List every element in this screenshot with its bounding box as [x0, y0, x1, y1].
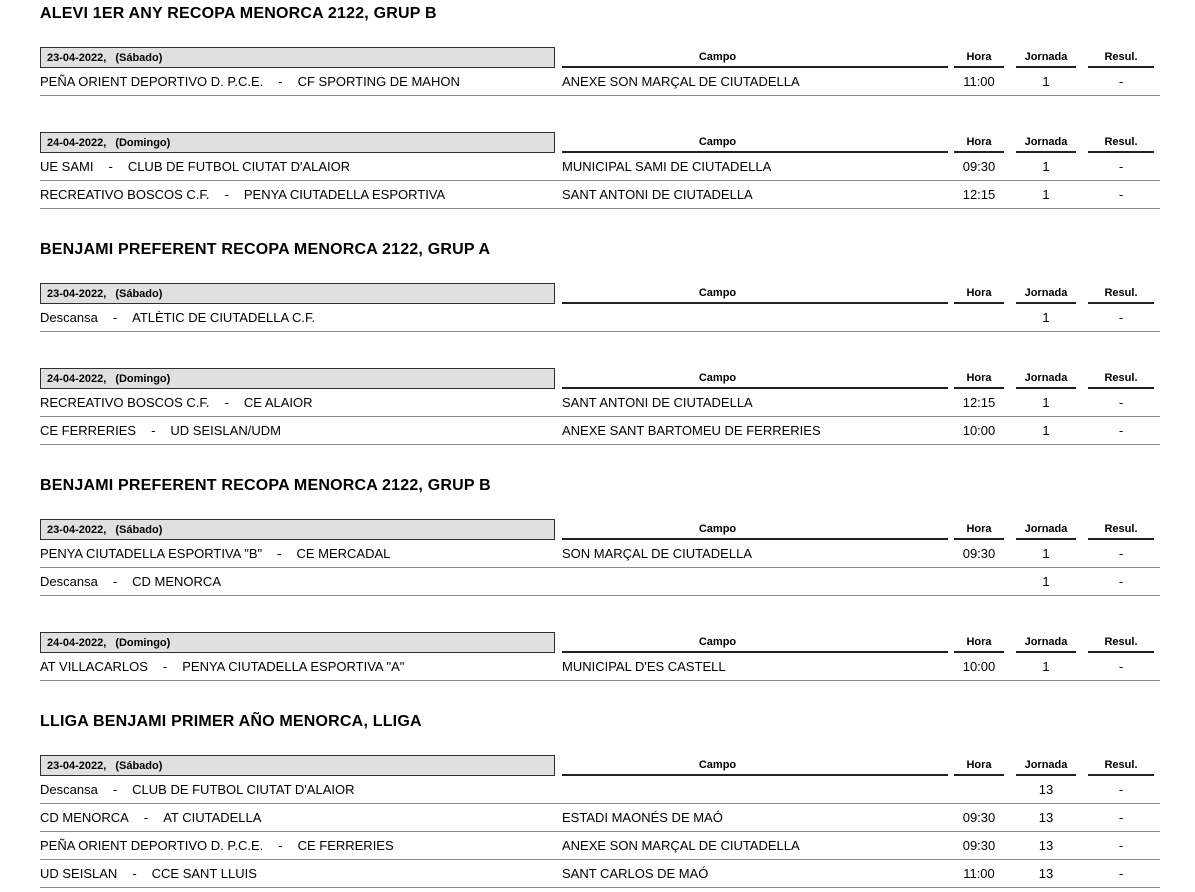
vs-dash: -: [112, 310, 118, 325]
jornada-cell: 13: [1038, 838, 1054, 853]
away-team: CE FERRERIES: [297, 838, 394, 853]
fixture-table: [40, 755, 1160, 888]
day-label: (Sábado): [115, 287, 163, 300]
fixture-row: [40, 153, 1160, 181]
league-section: [40, 477, 1160, 681]
home-team: PENYA CIUTADELLA ESPORTIVA "B": [40, 546, 263, 561]
away-team: CCE SANT LLUIS: [151, 866, 257, 881]
campo-cell: ESTADI MAONÉS DE MAÓ: [562, 810, 723, 825]
column-header-resul: Resul.: [1088, 519, 1154, 540]
league-title: LLIGA BENJAMI PRIMER AÑO MENORCA, LLIGA: [40, 713, 422, 730]
league-title: ALEVI 1ER ANY RECOPA MENORCA 2122, GRUP B: [40, 5, 437, 22]
match-cell: [40, 866, 562, 881]
hora-cell: 09:30: [962, 838, 996, 853]
jornada-cell: 1: [1042, 546, 1050, 561]
resul-cell: -: [1118, 810, 1124, 825]
column-header-campo: Campo: [562, 132, 948, 153]
jornada-cell: 1: [1042, 423, 1050, 438]
date-box: [40, 519, 555, 540]
home-team: AT VILLACARLOS: [40, 659, 148, 674]
date-box: [40, 47, 555, 68]
match-header-cell: [40, 519, 562, 540]
home-team: UE SAMI: [40, 159, 94, 174]
match-cell: [40, 810, 562, 825]
fixture-row: [40, 68, 1160, 96]
resul-cell: -: [1118, 866, 1124, 881]
fixture-row: [40, 389, 1160, 417]
fixture-table: [40, 283, 1160, 332]
jornada-cell: 1: [1042, 395, 1050, 410]
date-box: [40, 368, 555, 389]
column-header-jornada: Jornada: [1016, 132, 1076, 153]
table-body: [40, 389, 1160, 445]
home-team: Descansa: [40, 574, 98, 589]
resul-cell: -: [1118, 423, 1124, 438]
column-header-hora: Hora: [954, 132, 1004, 153]
table-body: [40, 653, 1160, 681]
fixture-row: [40, 653, 1160, 681]
vs-dash: -: [112, 574, 118, 589]
column-header-jornada: Jornada: [1016, 519, 1076, 540]
table-header-row: [40, 368, 1160, 389]
match-cell: [40, 574, 562, 589]
match-cell: [40, 838, 562, 853]
fixture-row: [40, 804, 1160, 832]
resul-cell: -: [1118, 187, 1124, 202]
fixture-row: [40, 860, 1160, 888]
match-cell: [40, 546, 562, 561]
resul-cell: -: [1118, 659, 1124, 674]
away-team: UD SEISLAN/UDM: [170, 423, 281, 438]
hora-cell: 11:00: [963, 866, 995, 881]
home-team: CD MENORCA: [40, 810, 129, 825]
day-label: (Sábado): [115, 51, 163, 64]
league-title: BENJAMI PREFERENT RECOPA MENORCA 2122, GRUP A: [40, 241, 491, 258]
resul-cell: -: [1118, 838, 1124, 853]
column-header-campo: Campo: [562, 519, 948, 540]
jornada-cell: 1: [1042, 659, 1050, 674]
column-header-hora: Hora: [954, 632, 1004, 653]
vs-dash: -: [162, 659, 168, 674]
match-header-cell: [40, 755, 562, 776]
league-tables: [40, 47, 1160, 209]
fixture-row: [40, 304, 1160, 332]
fixture-row: [40, 568, 1160, 596]
match-cell: [40, 310, 562, 325]
hora-cell: 12:15: [962, 395, 996, 410]
league-tables: [40, 283, 1160, 445]
day-label: (Domingo): [115, 136, 171, 149]
match-cell: [40, 659, 562, 674]
match-header-cell: [40, 47, 562, 68]
day-label: (Sábado): [115, 523, 163, 536]
match-header-cell: [40, 632, 562, 653]
hora-cell: 09:30: [962, 546, 996, 561]
jornada-cell: 13: [1038, 810, 1054, 825]
date-box: [40, 132, 555, 153]
jornada-cell: 1: [1042, 310, 1050, 325]
home-team: RECREATIVO BOSCOS C.F.: [40, 187, 210, 202]
vs-dash: -: [278, 74, 283, 89]
column-header-hora: Hora: [954, 755, 1004, 776]
resul-cell: -: [1118, 159, 1124, 174]
away-team: CD MENORCA: [132, 574, 221, 589]
column-header-hora: Hora: [954, 283, 1004, 304]
home-team: PEÑA ORIENT DEPORTIVO D. P.C.E.: [40, 74, 264, 89]
date-label: 24-04-2022,: [47, 636, 107, 649]
column-header-jornada: Jornada: [1016, 368, 1076, 389]
fixture-table: [40, 132, 1160, 209]
column-header-hora: Hora: [954, 368, 1004, 389]
date-label: 23-04-2022,: [47, 759, 107, 772]
date-label: 23-04-2022,: [47, 51, 107, 64]
hora-cell: 10:00: [962, 659, 996, 674]
league-section: [40, 713, 1160, 888]
table-header-row: [40, 755, 1160, 776]
home-team: CE FERRERIES: [40, 423, 137, 438]
fixture-row: [40, 540, 1160, 568]
table-header-row: [40, 47, 1160, 68]
table-header-row: [40, 632, 1160, 653]
column-header-hora: Hora: [954, 47, 1004, 68]
league-tables: [40, 755, 1160, 888]
table-body: [40, 776, 1160, 888]
column-header-campo: Campo: [562, 283, 948, 304]
vs-dash: -: [278, 838, 283, 853]
column-header-resul: Resul.: [1088, 632, 1154, 653]
campo-cell: ANEXE SANT BARTOMEU DE FERRERIES: [562, 423, 821, 438]
match-cell: [40, 395, 562, 410]
column-header-jornada: Jornada: [1016, 283, 1076, 304]
hora-cell: 09:30: [962, 810, 996, 825]
home-team: UD SEISLAN: [40, 866, 118, 881]
fixture-table: [40, 47, 1160, 96]
away-team: CE MERCADAL: [296, 546, 391, 561]
column-header-jornada: Jornada: [1016, 632, 1076, 653]
date-label: 24-04-2022,: [47, 136, 107, 149]
away-team: CLUB DE FUTBOL CIUTAT D'ALAIOR: [132, 782, 355, 797]
vs-dash: -: [224, 395, 229, 410]
column-header-jornada: Jornada: [1016, 47, 1076, 68]
column-header-resul: Resul.: [1088, 368, 1154, 389]
match-header-cell: [40, 368, 562, 389]
column-header-resul: Resul.: [1088, 755, 1154, 776]
hora-cell: 12:15: [962, 187, 996, 202]
home-team: Descansa: [40, 310, 98, 325]
resul-cell: -: [1118, 395, 1124, 410]
day-label: (Domingo): [115, 636, 171, 649]
table-body: [40, 68, 1160, 96]
league-title: BENJAMI PREFERENT RECOPA MENORCA 2122, GRUP B: [40, 477, 491, 494]
away-team: PENYA CIUTADELLA ESPORTIVA "A": [182, 659, 405, 674]
resul-cell: -: [1118, 74, 1124, 89]
campo-cell: SANT ANTONI DE CIUTADELLA: [562, 395, 753, 410]
column-header-resul: Resul.: [1088, 132, 1154, 153]
away-team: PENYA CIUTADELLA ESPORTIVA: [243, 187, 446, 202]
away-team: ATLÈTIC DE CIUTADELLA C.F.: [132, 310, 316, 325]
date-label: 23-04-2022,: [47, 523, 107, 536]
campo-cell: MUNICIPAL SAMI DE CIUTADELLA: [562, 159, 772, 174]
jornada-cell: 1: [1042, 74, 1050, 89]
column-header-campo: Campo: [562, 632, 948, 653]
fixture-row: [40, 776, 1160, 804]
campo-cell: ANEXE SON MARÇAL DE CIUTADELLA: [562, 838, 800, 853]
resul-cell: -: [1118, 782, 1124, 797]
vs-dash: -: [108, 159, 113, 174]
date-box: [40, 632, 555, 653]
home-team: PEÑA ORIENT DEPORTIVO D. P.C.E.: [40, 838, 264, 853]
league-section: [40, 5, 1160, 209]
away-team: CLUB DE FUTBOL CIUTAT D'ALAIOR: [127, 159, 351, 174]
fixture-table: [40, 519, 1160, 596]
jornada-cell: 13: [1038, 782, 1054, 797]
jornada-cell: 1: [1042, 159, 1050, 174]
resul-cell: -: [1118, 574, 1124, 589]
resul-cell: -: [1118, 546, 1124, 561]
campo-cell: SANT CARLOS DE MAÓ: [562, 866, 709, 881]
vs-dash: -: [151, 423, 156, 438]
fixture-row: [40, 181, 1160, 209]
campo-cell: SON MARÇAL DE CIUTADELLA: [562, 546, 752, 561]
hora-cell: 10:00: [962, 423, 996, 438]
table-header-row: [40, 132, 1160, 153]
vs-dash: -: [224, 187, 229, 202]
campo-cell: MUNICIPAL D'ES CASTELL: [562, 659, 726, 674]
campo-cell: SANT ANTONI DE CIUTADELLA: [562, 187, 753, 202]
fixture-row: [40, 417, 1160, 445]
fixture-table: [40, 368, 1160, 445]
column-header-hora: Hora: [954, 519, 1004, 540]
hora-cell: 09:30: [962, 159, 996, 174]
resul-cell: -: [1118, 310, 1124, 325]
fixture-table: [40, 632, 1160, 681]
jornada-cell: 1: [1042, 187, 1050, 202]
away-team: AT CIUTADELLA: [163, 810, 262, 825]
match-cell: [40, 423, 562, 438]
date-label: 24-04-2022,: [47, 372, 107, 385]
match-header-cell: [40, 283, 562, 304]
match-header-cell: [40, 132, 562, 153]
home-team: RECREATIVO BOSCOS C.F.: [40, 395, 210, 410]
away-team: CE ALAIOR: [243, 395, 313, 410]
vs-dash: -: [132, 866, 137, 881]
jornada-cell: 13: [1038, 866, 1054, 881]
jornada-cell: 1: [1042, 574, 1050, 589]
vs-dash: -: [143, 810, 149, 825]
day-label: (Sábado): [115, 759, 163, 772]
column-header-resul: Resul.: [1088, 283, 1154, 304]
date-box: [40, 755, 555, 776]
match-cell: [40, 187, 562, 202]
sections-root: [40, 5, 1160, 888]
day-label: (Domingo): [115, 372, 171, 385]
fixture-row: [40, 832, 1160, 860]
table-body: [40, 153, 1160, 209]
home-team: Descansa: [40, 782, 98, 797]
vs-dash: -: [277, 546, 282, 561]
column-header-campo: Campo: [562, 47, 948, 68]
league-section: [40, 241, 1160, 445]
match-cell: [40, 74, 562, 89]
away-team: CF SPORTING DE MAHON: [297, 74, 460, 89]
hora-cell: 11:00: [963, 74, 995, 89]
table-body: [40, 304, 1160, 332]
column-header-jornada: Jornada: [1016, 755, 1076, 776]
column-header-campo: Campo: [562, 368, 948, 389]
date-box: [40, 283, 555, 304]
league-tables: [40, 519, 1160, 681]
campo-cell: ANEXE SON MARÇAL DE CIUTADELLA: [562, 74, 800, 89]
date-label: 23-04-2022,: [47, 287, 107, 300]
table-body: [40, 540, 1160, 596]
match-cell: [40, 782, 562, 797]
column-header-resul: Resul.: [1088, 47, 1154, 68]
vs-dash: -: [112, 782, 118, 797]
match-cell: [40, 159, 562, 174]
table-header-row: [40, 519, 1160, 540]
column-header-campo: Campo: [562, 755, 948, 776]
table-header-row: [40, 283, 1160, 304]
